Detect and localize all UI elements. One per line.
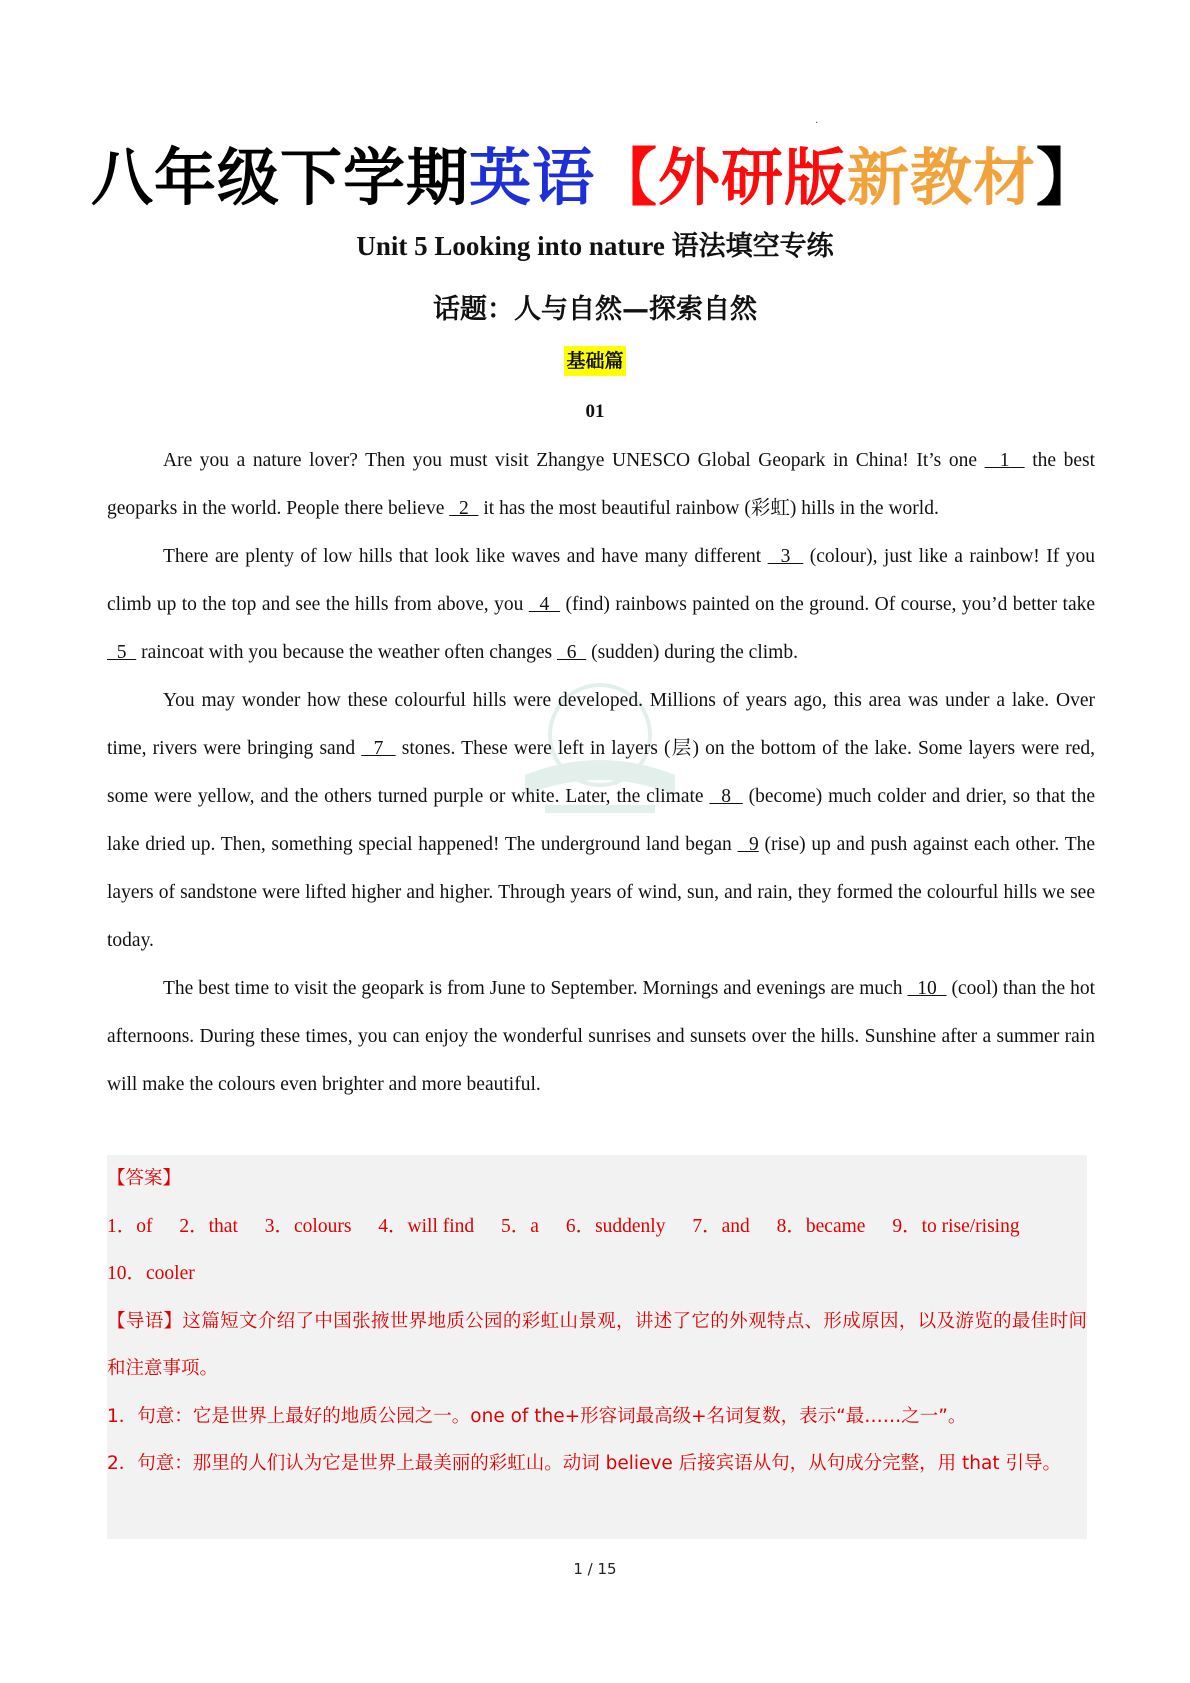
passage-text: it has the most beautiful rainbow (彩虹) hills in the world.	[478, 498, 939, 519]
passage-text: (find) rainbows painted on the ground. Of course, you’d better take	[560, 594, 1096, 615]
title-grade: 八年级下学期	[90, 141, 469, 214]
answer-item: 7．and	[692, 1215, 750, 1237]
answer-label: 【答案】	[107, 1168, 182, 1189]
level-badge: 基础篇	[564, 346, 625, 376]
page-number: 1 / 15	[573, 1560, 617, 1578]
document-title	[0, 138, 1190, 218]
answer-section	[107, 1155, 1087, 1539]
passage-text: There are plenty of low hills that look like waves and have many different	[163, 546, 768, 567]
passage-paragraph-4	[107, 965, 1095, 1109]
blank-7: 7	[361, 738, 396, 759]
level-badge-wrap	[0, 346, 1190, 376]
blank-5: 5	[107, 642, 137, 663]
passage-number: 01	[585, 401, 605, 422]
cloze-passage	[107, 437, 1095, 1109]
topic-heading: 话题：人与自然—探索自然	[433, 294, 757, 325]
answer-item: 6．suddenly	[565, 1215, 666, 1237]
passage-text: (rise) up and push against each other. The layers of sandstone were lifted higher and higher. Through years of wind, sun, and rain, they formed the colourful hills we see today.	[107, 834, 1096, 951]
blank-2: 2	[449, 498, 479, 519]
passage-text: the best geoparks in the world. People there believe	[107, 450, 1096, 519]
unit-subtitle: Unit 5 Looking into nature 语法填空专练	[356, 231, 834, 261]
title-edition: 外研版	[658, 141, 848, 214]
passage-text: raincoat with you because the weather often changes	[136, 642, 557, 663]
blank-6: 6	[556, 642, 587, 663]
passage-text: You may wonder how these colourful hills were developed. Millions of years ago, this area was under a lake. Over time, rivers were bringing sand	[107, 690, 1095, 759]
passage-paragraph-2	[107, 533, 1095, 677]
blank-10: 10	[907, 978, 947, 999]
answer-item: 4．will find	[378, 1215, 475, 1237]
answer-item: 9．to rise/rising	[892, 1215, 1020, 1237]
passage-text: (colour), just like a rainbow! If you climb up to the top and see the hills from above, you	[107, 546, 1095, 615]
blank-9: 9	[737, 834, 759, 855]
passage-text: Are you a nature lover? Then you must visit Zhangye UNESCO Global Geopark in China! It’s one	[163, 450, 985, 471]
passage-text: The best time to visit the geopark is from June to September. Mornings and evenings are much	[163, 978, 908, 999]
answer-item: 8．became	[776, 1215, 866, 1237]
answer-item: 5．a	[501, 1215, 539, 1237]
title-subject: 英语	[468, 141, 595, 214]
answer-list	[107, 1203, 1087, 1251]
passage-text: (sudden) during the climb.	[586, 642, 798, 663]
title-bracket-open: 【	[594, 141, 658, 214]
answer-explanation-2: 2．句意：那里的人们认为它是世界上最美丽的彩虹山。动词 believe 后接宾语从句，从句成分完整，用 that 引导。	[107, 1453, 1061, 1474]
answer-item: 2．that	[179, 1215, 238, 1237]
answer-item: 1．of	[107, 1215, 153, 1237]
answer-intro: 【导语】这篇短文介绍了中国张掖世界地质公园的彩虹山景观，讲述了它的外观特点、形成原因，以及游览的最佳时间和注意事项。	[107, 1310, 1087, 1379]
blank-4: 4	[528, 594, 561, 615]
title-new-textbook: 新教材	[847, 141, 1037, 214]
passage-paragraph-3	[107, 677, 1095, 965]
passage-text: (become) much colder and drier, so that the lake dried up. Then, something special happened! The underground land began	[107, 786, 1095, 855]
answer-explanation-1: 1．句意：它是世界上最好的地质公园之一。one of the+形容词最高级+名词复数，表示“最……之一”。	[107, 1405, 967, 1427]
title-bracket-close: 】	[1036, 141, 1100, 214]
passage-text: stones. These were left in layers (层) on the bottom of the lake. Some layers were red, some were yellow, and the others turned purple or white. Later, the climate	[107, 738, 1096, 807]
answer-item: 3．colours	[264, 1215, 352, 1237]
blank-8: 8	[709, 786, 743, 807]
blank-1: 1	[984, 450, 1025, 471]
blank-3: 3	[767, 546, 804, 567]
passage-text: (cool) than the hot afternoons. During these times, you can enjoy the wonderful sunrises and sunsets over the hills. Sunshine after a summer rain will make the colours even brighter and more beautiful.	[107, 978, 1096, 1095]
stray-mark: ·	[815, 118, 819, 129]
answer-item-10: 10．cooler	[107, 1263, 195, 1284]
passage-paragraph-1	[107, 437, 1095, 533]
